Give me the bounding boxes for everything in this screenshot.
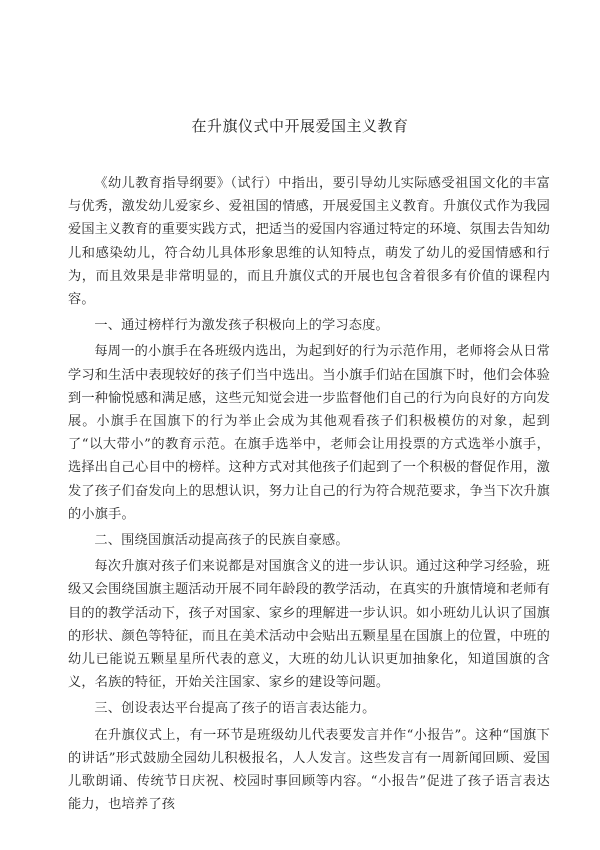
section-heading-1: 一、通过榜样行为激发孩子积极向上的学习态度。 <box>94 318 389 334</box>
page-title: 在升旗仪式中开展爱国主义教育 <box>191 117 409 135</box>
intro-paragraph: 《幼儿教育指导纲要》（试行）中指出，要引导幼儿实际感受祖国文化的丰富与优秀，激发幼儿爱家乡、爱祖国的情感，开展爱国主义教育。升旗仪式作为我园爱国主义教育的重要实践方式，把适当的爱国内容通过特定的环境、氛围去告知幼儿和感染幼儿，符合幼儿具体形象思维的认知特点，萌发了幼儿的爱国情感和行为，而且效果是非常明显的，而且升旗仪式的开展也包含着很多有价值的课程内容。 <box>68 176 550 308</box>
section-paragraph-3: 在升旗仪式上，有一环节是班级幼儿代表要发言并作“小报告”。这种“国旗下的讲话”形式鼓励全园幼儿积极报名，人人发言。这些发言有一周新闻回顾、爱国儿歌朗诵、传统节日庆祝、校园时事回顾等内容。“小报告”促进了孩子语言表达能力，也培养了孩 <box>68 727 550 813</box>
section-paragraph-2: 每次升旗对孩子们来说都是对国旗含义的进一步认识。通过这种学习经验，班级又会围绕国旗主题活动开展不同年龄段的教学活动，在真实的升旗情境和老师有目的的教学活动下，孩子对国家、家乡的理解进一步认识。如小班幼儿认识了国旗的形状、颜色等特征，而且在美术活动中会贴出五颗星星在国旗上的位置，中班的幼儿已能说五颗星星所代表的意义，大班的幼儿认识更加抽象化，知道国旗的含义，名族的特征，开始关注国家、家乡的建设等问题。 <box>68 559 550 691</box>
section-heading-2: 二、围绕国旗活动提高孩子的民族自豪感。 <box>94 533 349 549</box>
section-heading-3: 三、创设表达平台提高了孩子的语言表达能力。 <box>94 701 376 717</box>
document-body <box>68 172 550 819</box>
section-paragraph-1: 每周一的小旗手在各班级内选出，为起到好的行为示范作用，老师将会从日常学习和生活中表现较好的孩子们当中选出。当小旗手们站在国旗下时，他们会体验到一种愉悦感和满足感，这些元知觉会进一步监督他们自己的行为向良好的方向发展。小旗手在国旗下的行为举止会成为其他观看孩子们积极模仿的对象，起到了“以大带小”的教育示范。在旗手选举中，老师会让用投票的方式选举小旗手，选择出自己心目中的榜样。这种方式对其他孩子们起到了一个积极的督促作用，激发了孩子们奋发向上的思想认识，努力让自己的行为符合规范要求，争当下次升旗的小旗手。 <box>68 344 550 522</box>
